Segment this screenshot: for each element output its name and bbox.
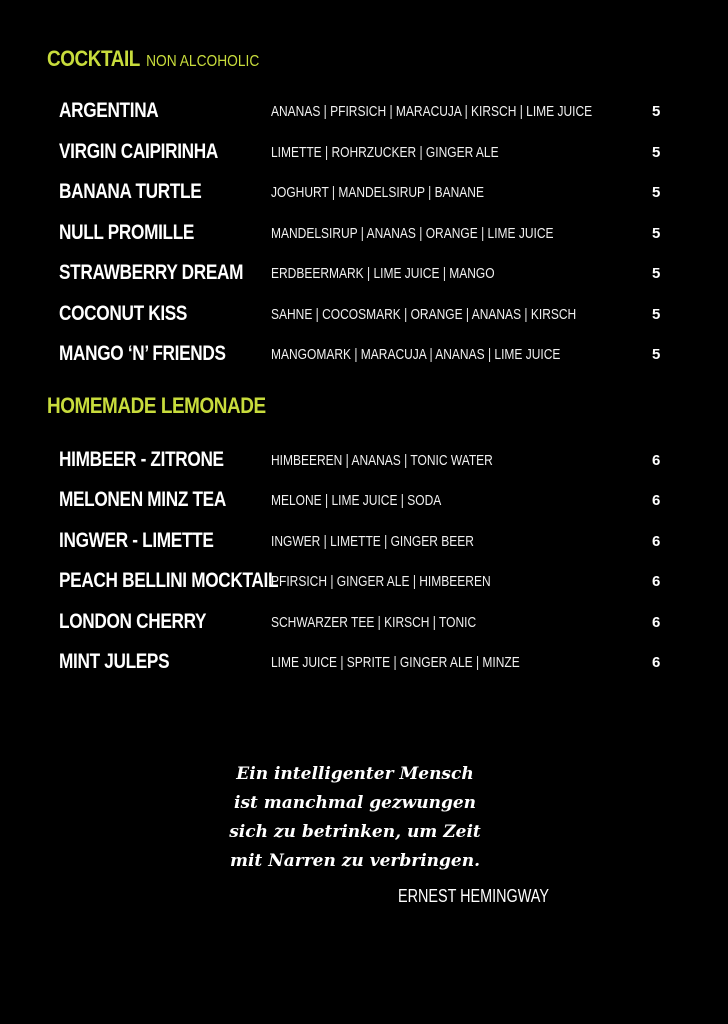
quote-line: ist manchmal gezwungen <box>233 793 477 813</box>
menu-item <box>0 487 728 513</box>
item-name: HIMBEER - ZITRONE <box>59 448 224 471</box>
item-price: 6 <box>652 533 661 550</box>
section-title-cocktail <box>47 46 259 72</box>
menu-item <box>0 447 728 473</box>
item-name: STRAWBERRY DREAM <box>59 261 244 284</box>
item-name: ARGENTINA <box>59 99 159 122</box>
item-price: 5 <box>652 306 661 323</box>
item-ingredients: INGWER | LIMETTE | GINGER BEER <box>271 533 474 550</box>
item-ingredients: SAHNE | COCOSMARK | ORANGE | ANANAS | KIRSCH <box>271 306 577 323</box>
item-ingredients: LIME JUICE | SPRITE | GINGER ALE | MINZE <box>271 654 520 671</box>
item-name: MINT JULEPS <box>59 650 170 673</box>
section-title-text: COCKTAIL <box>47 46 140 71</box>
item-price: 5 <box>652 184 661 201</box>
item-price: 5 <box>652 144 661 161</box>
menu-item <box>0 341 728 367</box>
item-name: PEACH BELLINI MOCKTAIL <box>59 569 279 592</box>
item-ingredients: JOGHURT | MANDELSIRUP | BANANE <box>271 184 484 201</box>
item-name: MANGO ‘N’ FRIENDS <box>59 342 226 365</box>
item-ingredients: SCHWARZER TEE | KIRSCH | TONIC <box>271 614 477 631</box>
item-ingredients: MANDELSIRUP | ANANAS | ORANGE | LIME JUICE <box>271 225 554 242</box>
item-name: MELONEN MINZ TEA <box>59 488 226 511</box>
section-title-lemonade <box>47 393 266 419</box>
quote-line: Ein intelligenter Mensch <box>236 764 474 784</box>
item-price: 5 <box>652 103 661 120</box>
menu-item <box>0 301 728 327</box>
item-name: INGWER - LIMETTE <box>59 529 214 552</box>
item-ingredients: ERDBEERMARK | LIME JUICE | MANGO <box>271 265 495 282</box>
menu-item <box>0 528 728 554</box>
section-title-text: HOMEMADE LEMONADE <box>47 393 266 418</box>
menu-item <box>0 609 728 635</box>
menu-item <box>0 179 728 205</box>
item-ingredients: PFIRSICH | GINGER ALE | HIMBEEREN <box>271 573 491 590</box>
item-price: 6 <box>652 614 661 631</box>
item-price: 6 <box>652 492 661 509</box>
menu-item <box>0 260 728 286</box>
quote <box>200 760 510 876</box>
item-name: COCONUT KISS <box>59 302 188 325</box>
section-subtitle: NON ALCOHOLIC <box>146 53 260 70</box>
menu-item <box>0 568 728 594</box>
quote-line: mit Narren zu verbringen. <box>229 851 480 871</box>
menu-item <box>0 649 728 675</box>
menu-item <box>0 139 728 165</box>
menu-item <box>0 98 728 124</box>
item-ingredients: MANGOMARK | MARACUJA | ANANAS | LIME JUICE <box>271 346 561 363</box>
item-ingredients: HIMBEEREN | ANANAS | TONIC WATER <box>271 452 493 469</box>
item-price: 6 <box>652 654 661 671</box>
item-ingredients: LIMETTE | ROHRZUCKER | GINGER ALE <box>271 144 499 161</box>
quote-author: ERNEST HEMINGWAY <box>398 886 549 906</box>
item-name: VIRGIN CAIPIRINHA <box>59 140 218 163</box>
item-price: 6 <box>652 573 661 590</box>
item-price: 5 <box>652 346 661 363</box>
menu-item <box>0 220 728 246</box>
item-ingredients: ANANAS | PFIRSICH | MARACUJA | KIRSCH | LIME JUICE <box>271 103 593 120</box>
item-name: BANANA TURTLE <box>59 180 202 203</box>
item-name: LONDON CHERRY <box>59 610 207 633</box>
item-price: 6 <box>652 452 661 469</box>
item-price: 5 <box>652 265 661 282</box>
item-price: 5 <box>652 225 661 242</box>
item-name: NULL PROMILLE <box>59 221 195 244</box>
quote-line: sich zu betrinken, um Zeit <box>229 822 481 842</box>
item-ingredients: MELONE | LIME JUICE | SODA <box>271 492 442 509</box>
